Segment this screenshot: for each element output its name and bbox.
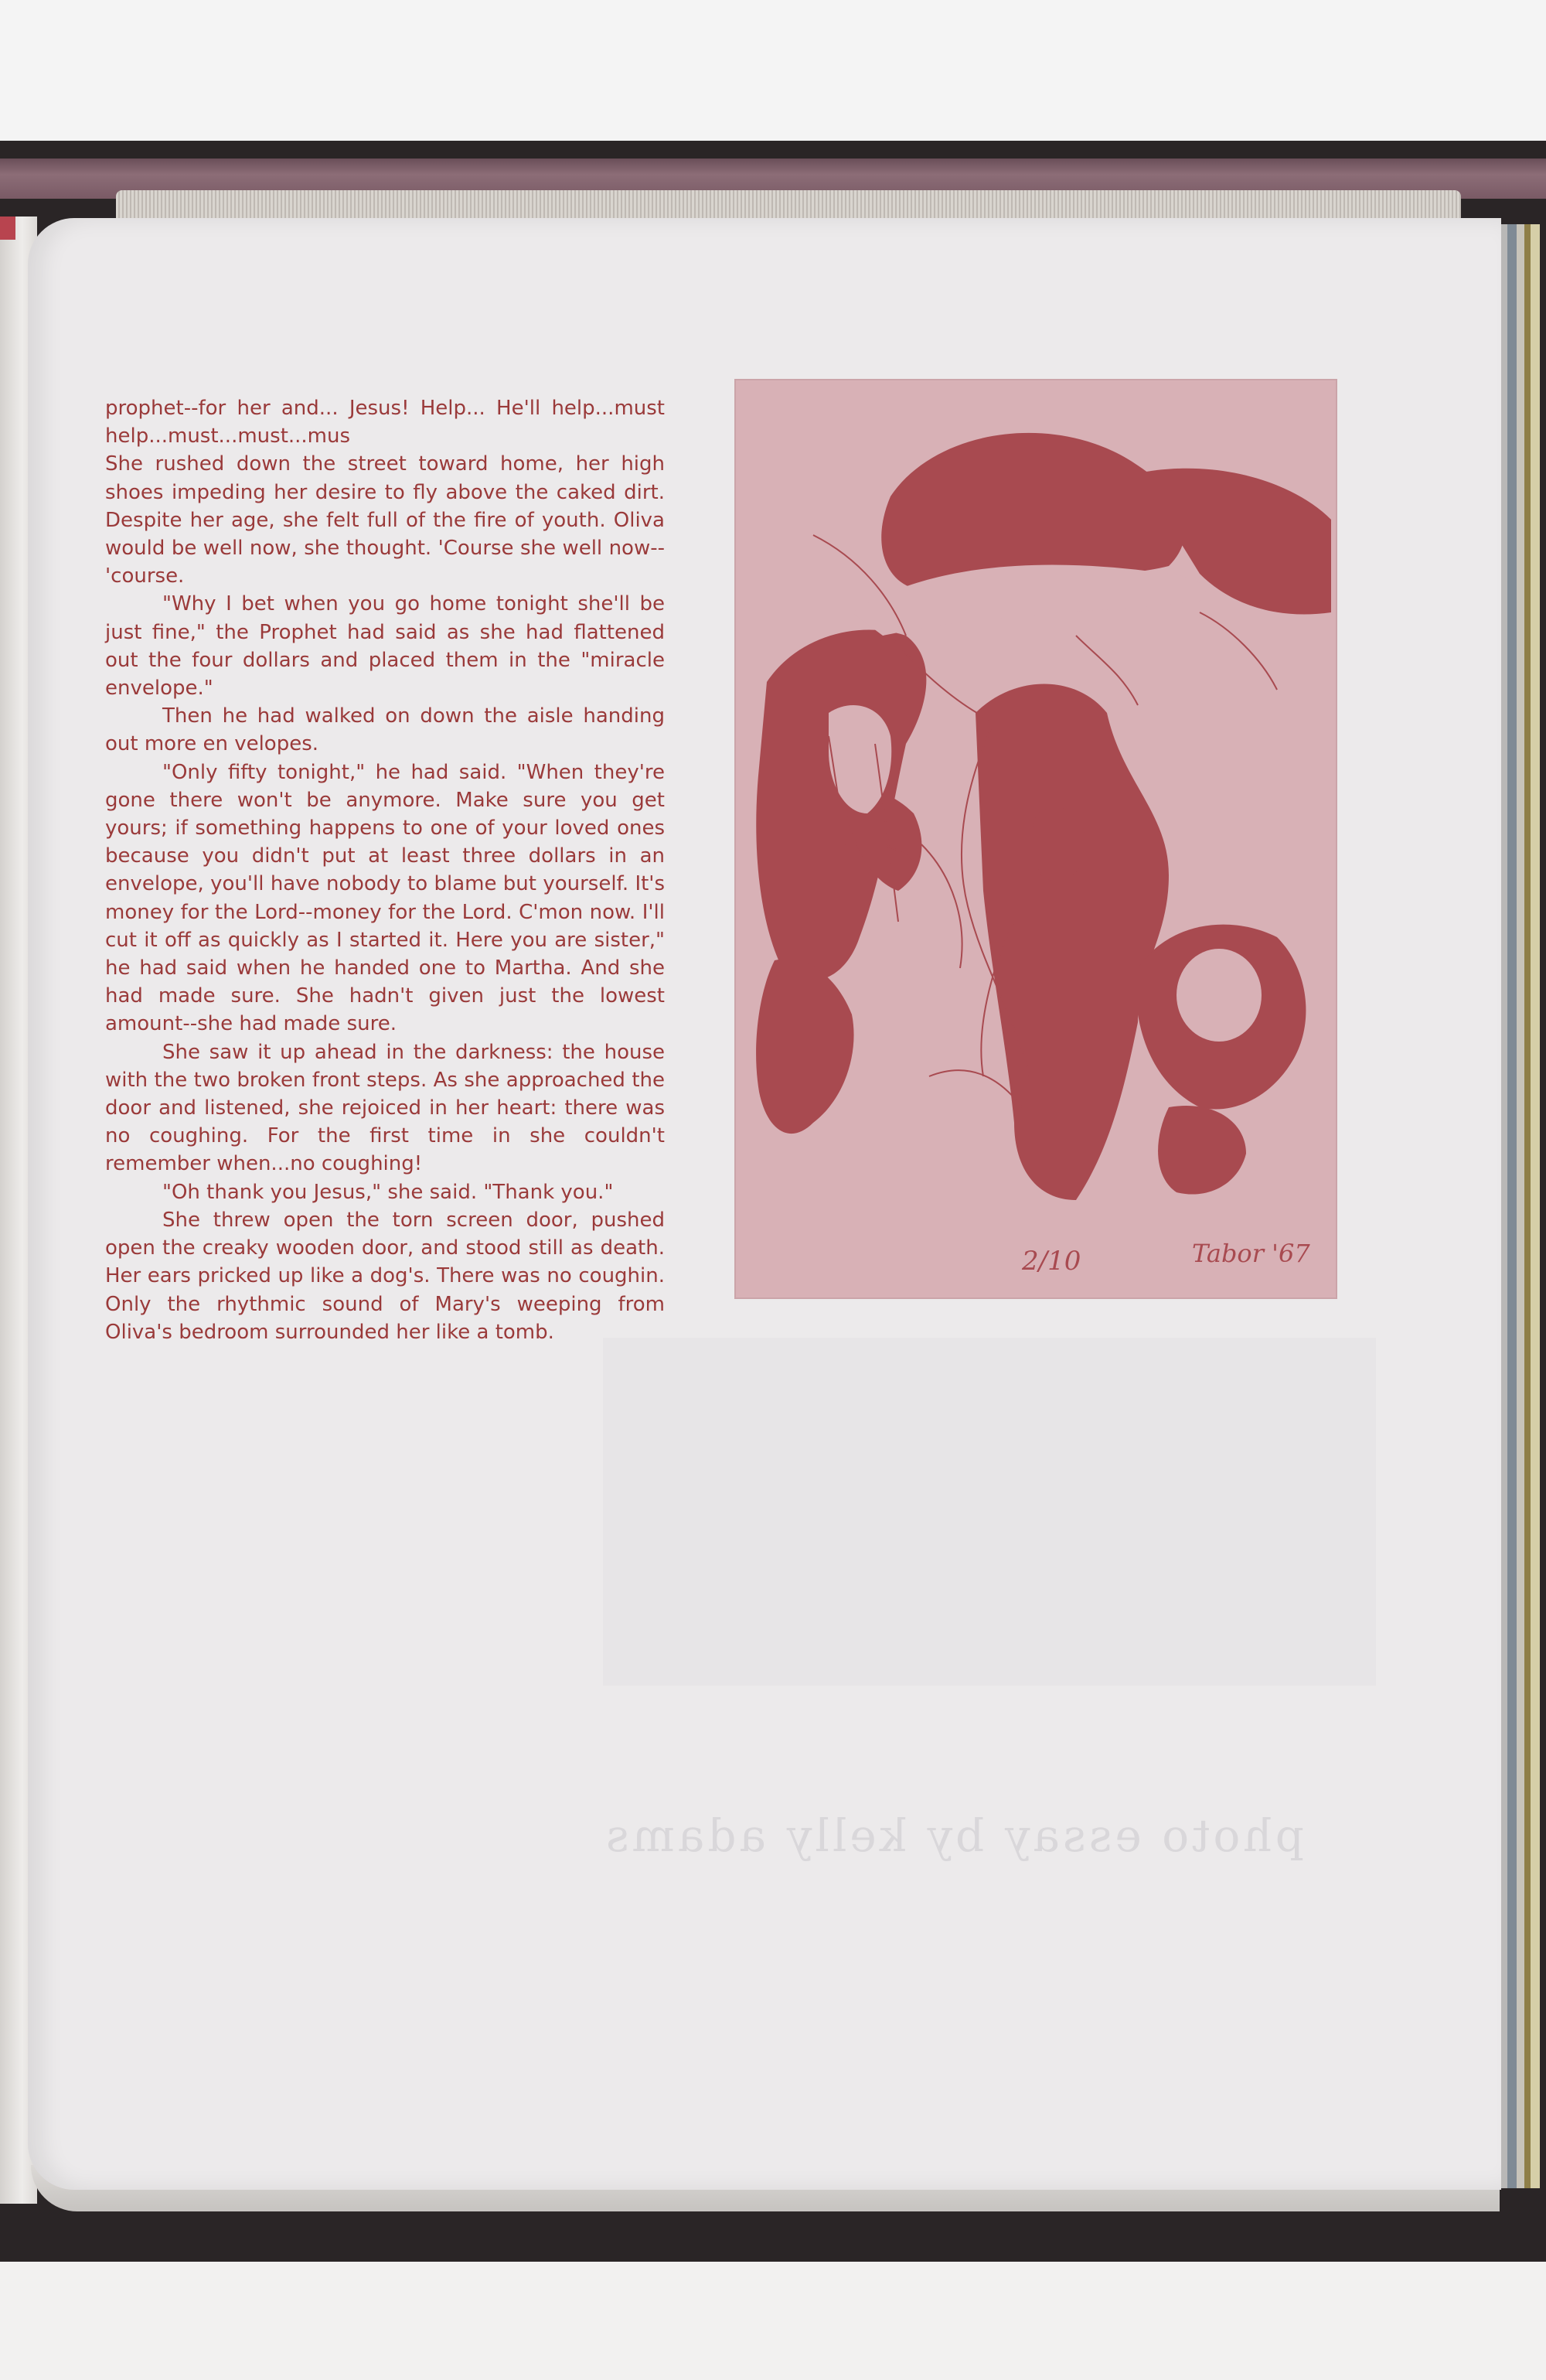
- story-text-column: [105, 394, 665, 1346]
- bleed-through-caption: photo essay by kelly adams: [603, 1809, 1304, 1862]
- page-stack-right: [1500, 224, 1540, 2188]
- etching-ink-shapes: [756, 433, 1331, 1200]
- story-paragraph: She rushed down the street toward home, her high shoes impeding her desire to fly above the caked dirt. Despite her age, she felt full of the fire of youth. Oliva would be well now, she thought. 'Course she well now--'course.: [105, 452, 665, 588]
- bookmark-ribbon: [0, 217, 15, 240]
- story-paragraph: "Oh thank you Jesus," she said. "Thank you.": [162, 1180, 614, 1204]
- artist-signature: Tabor '67: [1192, 1239, 1310, 1268]
- scan-margin-top: [0, 0, 1546, 141]
- story-paragraph: prophet--for her and... Jesus! Help... He'll help...must help...must...must...mus: [105, 397, 665, 448]
- story-paragraph: She threw open the torn screen door, pushed open the creaky wooden door, and stood still as death. Her ears pricked up like a dog's. There was no coughin. Only the rhythmic sound of Mary's weeping from Oliva's bedroom surrounded her like a tomb.: [105, 1208, 665, 1344]
- story-paragraph: "Why I bet when you go home tonight she'll be just fine," the Prophet had said as she had flattened out the four dollars and placed them in the "miracle envelope.": [105, 592, 665, 701]
- page-stack-top: [116, 190, 1461, 221]
- etching-artwork: [734, 379, 1337, 1299]
- edition-number: 2/10: [1022, 1246, 1081, 1277]
- bleed-through-photo: [603, 1338, 1376, 1686]
- story-paragraph: She saw it up ahead in the darkness: the house with the two broken front steps. As she approached the door and listened, she rejoiced in her heart: there was no coughing. For the first time in she couldn't remember when...no coughing!: [105, 1040, 665, 1176]
- story-paragraph: Then he had walked on down the aisle handing out more en velopes.: [105, 704, 665, 756]
- story-paragraph: "Only fifty tonight," he had said. "When they're gone there won't be anymore. Make sure you get yours; if something happens to one of your loved ones because you didn't put at least three dollars in an envelope, you'll have nobody to blame but yourself. It's money for the Lord--money for the Lord. C'mon now. I'll cut it off as quickly as I started it. Here you are sister," he had said when he handed one to Martha. And she had made sure. She hadn't given just the lowest amount--she had made sure.: [105, 760, 665, 1036]
- etching-illustration: [736, 380, 1336, 1297]
